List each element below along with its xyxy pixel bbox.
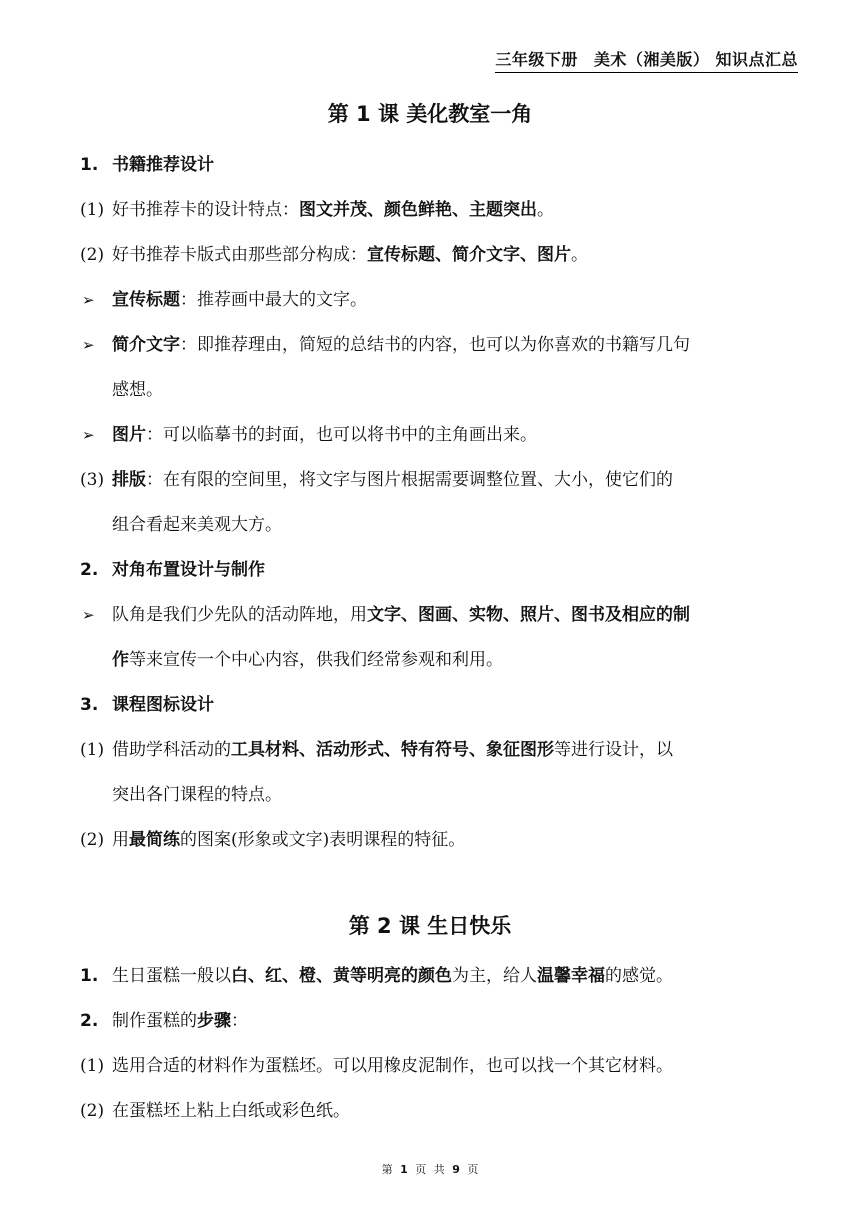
page-total: 9 [452, 1163, 460, 1176]
list-item: 1. 生日蛋糕一般以白、红、橙、黄等明亮的颜色为主，给人温馨幸福的感觉。 [80, 966, 673, 986]
list-item: (3) 排版：在有限的空间里，将文字与图片根据需要调整位置、大小，使它们的 [80, 470, 673, 490]
section-heading: 2. 对角布置设计与制作 [80, 560, 265, 580]
lesson1-content: 1. 书籍推荐设计 (1) 好书推荐卡的设计特点：图文并茂、颜色鲜艳、主题突出。 (2) 好书推荐卡版式由那些部分构成：宣传标题、简介文字、图片。 ➢ 宣传标题：推荐画中最大的文字。 ➢ 简介文字：即推荐理由，简短的总结书的内容，也可以为你喜欢的书籍写几句 感想。 ➢ 图片：可以临摹书的封面，也可以将书中的主角画出来。 (3) 排版：在有限的空间里，将文字与图片根据需要调整位置、大小，使它们的 组合看起来美观大方。 2. 对角布置设计与制作 ➢ 队角是我们少先队的活动阵地，用文字、图画、实物、照片、图书及相应的制 作等来宣传一个中心内容，供我们经常参观和利用。 3. 课程图标设计 (1) 借助学科活动的工具材料、活动形式、特有符号、象征图形等进行设计，以 突出各门课程的特点。 (2) 用最简练的图案(形象或文字)表明课程的特征。 [80, 143, 800, 863]
document-header [495, 47, 798, 73]
bullet-item: ➢ 图片：可以临摹书的封面，也可以将书中的主角画出来。 [80, 413, 800, 458]
list-item: (1) 借助学科活动的工具材料、活动形式、特有符号、象征图形等进行设计，以 [80, 740, 673, 760]
bullet-item: ➢ 宣传标题：推荐画中最大的文字。 [80, 278, 800, 323]
arrow-bullet-icon: ➢ [82, 336, 95, 354]
arrow-bullet-icon: ➢ [82, 426, 95, 444]
bullet-item: ➢ 简介文字：即推荐理由，简短的总结书的内容，也可以为你喜欢的书籍写几句 [80, 323, 800, 368]
section-heading: 1. 书籍推荐设计 [80, 155, 214, 175]
list-item: (2) 好书推荐卡版式由那些部分构成：宣传标题、简介文字、图片。 [80, 245, 588, 265]
page-footer: 第 1 页 共 9 页 [381, 1163, 479, 1176]
header-grade: 三年级下册 [495, 50, 578, 69]
list-item: (2) 在蛋糕坯上粘上白纸或彩色纸。 [80, 1101, 350, 1121]
lesson1-title: 第 1 课 美化教室一角 [327, 102, 533, 126]
arrow-bullet-icon: ➢ [82, 291, 95, 309]
list-item: (2) 用最简练的图案(形象或文字)表明课程的特征。 [80, 830, 466, 850]
list-item: 2. 制作蛋糕的步骤： [80, 1011, 248, 1031]
page-number: 1 [400, 1163, 408, 1176]
list-item: (1) 选用合适的材料作为蛋糕坯。可以用橡皮泥制作，也可以找一个其它材料。 [80, 1056, 673, 1076]
header-subject: 美术（湘美版） 知识点汇总 [593, 50, 798, 69]
list-item: (1) 好书推荐卡的设计特点：图文并茂、颜色鲜艳、主题突出。 [80, 200, 554, 220]
arrow-bullet-icon: ➢ [82, 606, 95, 624]
lesson2-title: 第 2 课 生日快乐 [348, 914, 512, 938]
lesson2-content [80, 954, 800, 1134]
section-heading: 3. 课程图标设计 [80, 695, 214, 715]
bullet-item: ➢ 队角是我们少先队的活动阵地，用文字、图画、实物、照片、图书及相应的制 [80, 593, 800, 638]
